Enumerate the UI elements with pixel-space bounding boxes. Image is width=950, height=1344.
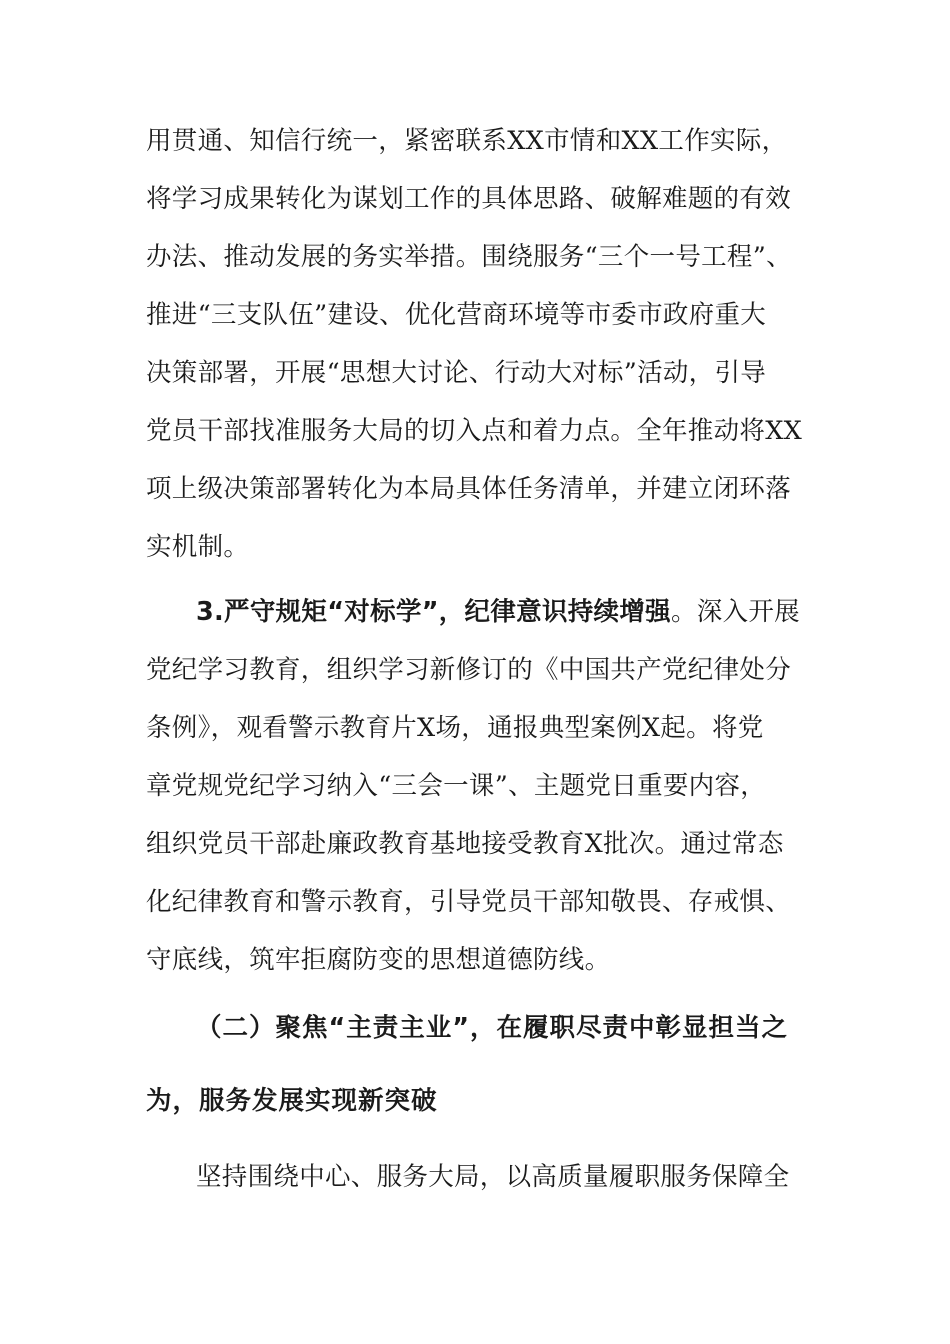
paragraph-line: 用贯通、知信行统一，紧密联系XX市情和XX工作实际，	[146, 126, 788, 156]
section-heading-line: （二）聚焦“主责主业”，在履职尽责中彰显担当之	[196, 1013, 789, 1043]
paragraph-line: 党员干部找准服务大局的切入点和着力点。全年推动将XX	[146, 416, 803, 446]
paragraph-line: 决策部署，开展“思想大讨论、行动大对标”活动，引导	[146, 358, 767, 388]
paragraph-text: 。深入开展	[670, 597, 800, 627]
paragraph-line: 条例》，观看警示教育片X场，通报典型案例X起。将党	[146, 713, 764, 743]
section-heading-line: 为，服务发展实现新突破	[146, 1086, 438, 1116]
paragraph-line: 办法、推动发展的务实举措。围绕服务“三个一号工程”、	[146, 242, 792, 272]
paragraph-line: 推进“三支队伍”建设、优化营商环境等市委市政府重大	[146, 300, 767, 330]
subsection-title: 3.严守规矩“对标学”，纪律意识持续增强	[196, 597, 671, 627]
paragraph-line: 党纪学习教育，组织学习新修订的《中国共产党纪律处分	[146, 655, 792, 685]
paragraph-line: 实机制。	[146, 532, 250, 562]
paragraph-first-line: 坚持围绕中心、服务大局，以高质量履职服务保障全	[196, 1162, 790, 1192]
paragraph-line: 化纪律教育和警示教育，引导党员干部知敬畏、存戒惧、	[146, 887, 792, 917]
paragraph-line: 将学习成果转化为谋划工作的具体思路、破解难题的有效	[146, 184, 792, 214]
paragraph-first-line	[196, 595, 808, 629]
paragraph-line: 项上级决策部署转化为本局具体任务清单，并建立闭环落	[146, 474, 792, 504]
paragraph-line: 组织党员干部赴廉政教育基地接受教育X批次。通过常态	[146, 829, 784, 859]
paragraph-line: 章党规党纪学习纳入“三会一课”、主题党日重要内容，	[146, 771, 767, 801]
paragraph-line: 守底线，筑牢拒腐防变的思想道德防线。	[146, 945, 611, 975]
